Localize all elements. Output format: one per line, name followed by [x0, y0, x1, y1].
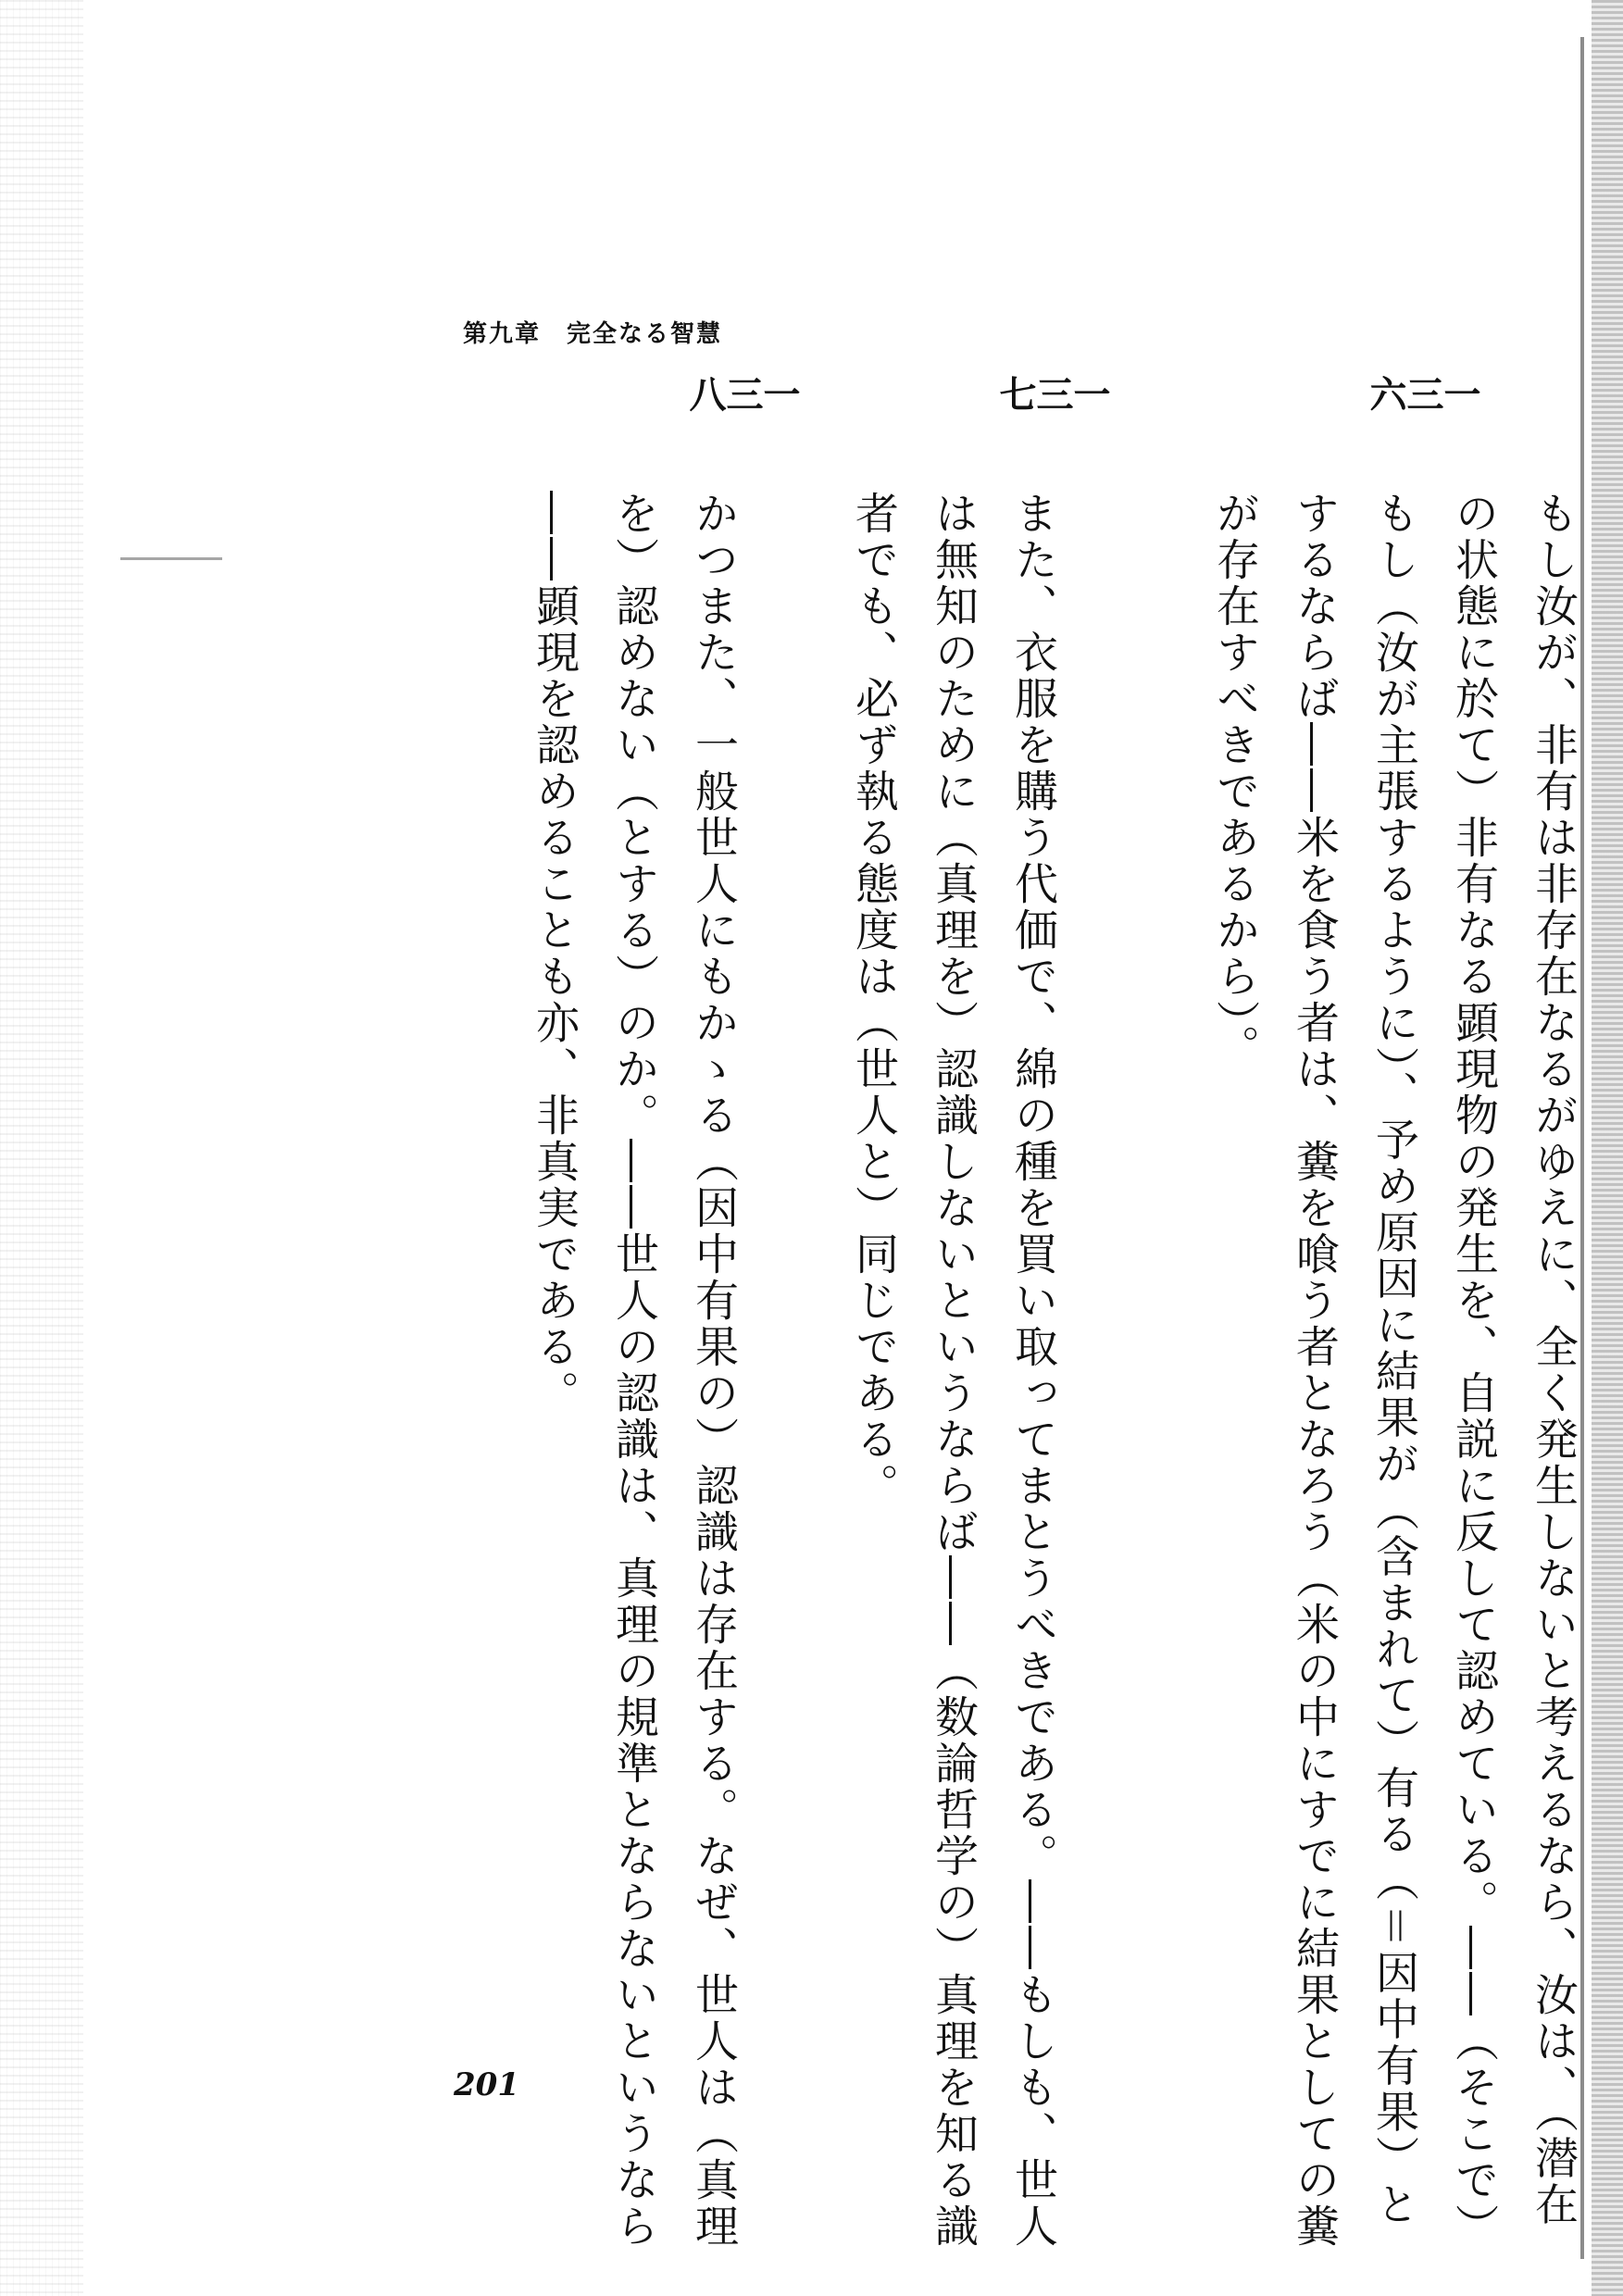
scan-edge-left — [0, 0, 83, 2296]
scan-stray-mark — [120, 557, 222, 560]
scan-edge-right — [1592, 0, 1623, 2296]
running-head: 第九章 完全なる智慧 — [463, 320, 723, 348]
verse-text: また、衣服を購う代価で、綿の種を買い取ってまとうべきである。――もしも、世人は無知のために（真理を）認識しないというならば――（数論哲学の）真理を知る識者でも、必ず執る態度は（世人と）同じである。 — [848, 491, 1058, 2250]
verse-number: 一三六 — [1364, 375, 1481, 414]
page-number: 201 — [454, 2066, 519, 2103]
verse-text: かつまた、一般世人にもかゝる（因中有果の）認識は存在する。なぜ、世人は（真理を）認めない（とする）のか。――世人の認識は、真理の規準とならないというなら――顕現を認めることも亦、非真実である。 — [529, 491, 739, 2250]
verse-text: もし汝が、非有は非存在なるがゆえに、全く発生しないと考えるなら、汝は、（潜在の状態に於て）非有なる顕現物の発生を、自説に反して認めている。――（そこで）もし（汝が主張するように）、予め原因に結果が（含まれて）有る（＝因中有果）とするならば――米を食う者は、糞を喰う者となろう（米の中にすでに結果としての糞が存在すべきであるから）。 — [1209, 491, 1579, 2250]
verse-number: 一三八 — [683, 375, 801, 414]
verse-number: 一三七 — [993, 375, 1111, 414]
